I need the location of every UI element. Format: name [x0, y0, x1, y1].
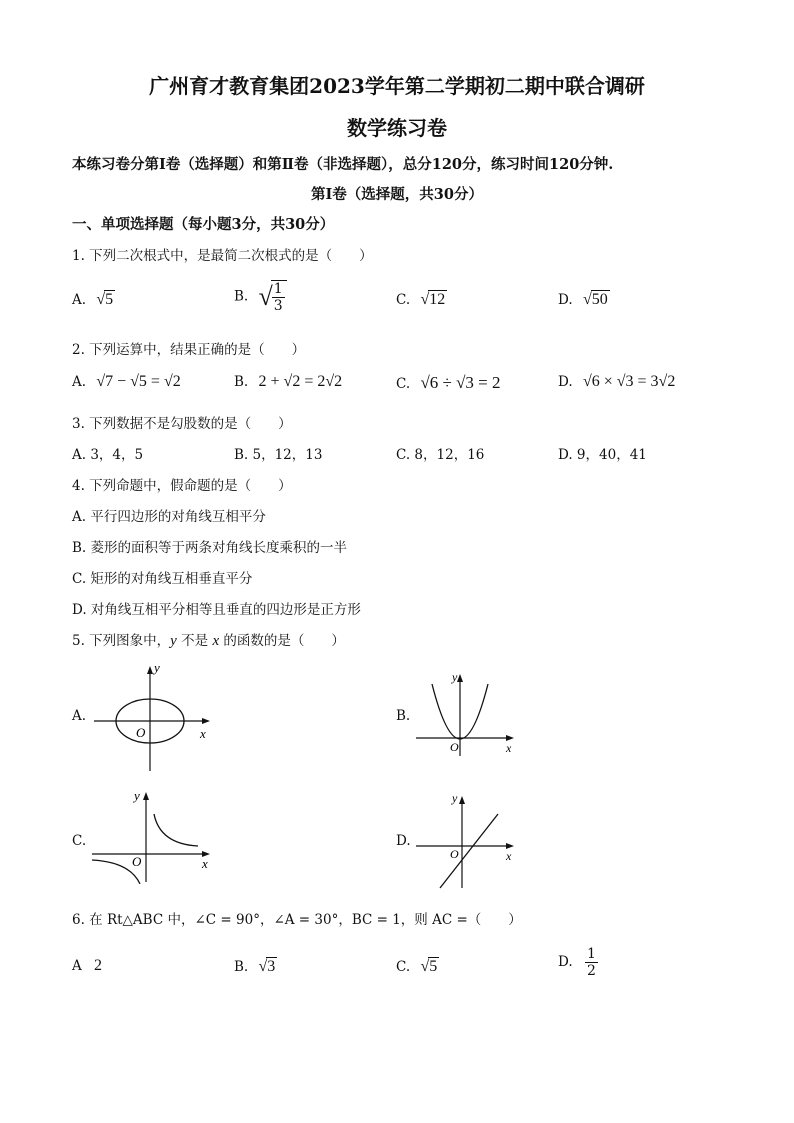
option-label: B.	[234, 374, 249, 390]
part-heading: 第Ⅰ卷（选择题，共30分）	[311, 186, 483, 203]
question-2-option-b[interactable]	[234, 373, 342, 391]
question-2-option-c[interactable]	[396, 373, 501, 393]
question-4-option-d[interactable]: D. 对角线互相平分相等且垂直的四边形是正方形	[72, 602, 361, 618]
exam-intro: 本练习卷分第Ⅰ卷（选择题）和第Ⅱ卷（非选择题），总分120分，练习时间120分钟.	[72, 156, 614, 173]
origin-label: O	[132, 854, 142, 869]
axis-y-label: y	[154, 660, 160, 675]
question-3-option-d[interactable]: D. 9，40，41	[558, 447, 647, 463]
axis-x-label: x	[506, 849, 512, 863]
origin-label: O	[136, 725, 146, 740]
question-1-option-c[interactable]: C. √12	[396, 291, 446, 308]
fraction-numerator: 1	[273, 281, 283, 297]
fraction-numerator: 1	[586, 946, 596, 962]
graph-a-ellipse[interactable]	[88, 656, 218, 776]
option-label: C.	[396, 959, 411, 975]
question-3-option-c[interactable]: C. 8，12，16	[396, 447, 485, 463]
option-expression: 2 + √2 = 2√2	[258, 373, 343, 390]
page-title: 广州育才教育集团2023学年第二学期初二期中联合调研	[149, 74, 645, 98]
question-6-option-a[interactable]	[72, 957, 102, 975]
question-5-option-b-label[interactable]: B.	[396, 708, 411, 724]
stem-part: 的函数的是（ ）	[219, 633, 345, 649]
question-6-option-d[interactable]	[558, 946, 598, 979]
axis-x-label: x	[506, 741, 512, 755]
radicand: 3	[267, 958, 276, 975]
option-label: A.	[72, 292, 87, 308]
axis-y-label: y	[452, 791, 458, 805]
option-label: A.	[72, 374, 87, 390]
option-label: C.	[396, 376, 411, 392]
axis-x-label: x	[202, 856, 208, 871]
question-1-option-a[interactable]: A. √5	[72, 291, 114, 308]
question-4-option-a[interactable]: A. 平行四边形的对角线互相平分	[72, 509, 266, 525]
axis-y-label: y	[452, 670, 458, 684]
question-4-option-c[interactable]: C. 矩形的对角线互相垂直平分	[72, 571, 253, 587]
option-label: B.	[234, 959, 249, 975]
question-1-stem: 1. 下列二次根式中，是最简二次根式的是（ ）	[72, 248, 373, 264]
fraction-denominator: 2	[586, 963, 596, 980]
question-5-option-a-label[interactable]: A.	[72, 708, 87, 724]
page-subtitle: 数学练习卷	[347, 116, 447, 140]
question-4-stem: 4. 下列命题中，假命题的是（ ）	[72, 478, 292, 494]
radicand: 12	[429, 291, 446, 308]
stem-part: 5. 下列图象中，	[72, 633, 171, 649]
radicand: 5	[429, 958, 438, 975]
axis-x-label: x	[200, 726, 206, 741]
question-2-option-a[interactable]	[72, 373, 181, 391]
question-4-option-b[interactable]: B. 菱形的面积等于两条对角线长度乘积的一半	[72, 540, 348, 556]
fraction-denominator: 3	[273, 298, 283, 315]
option-value: 2	[94, 957, 103, 974]
graph-b-parabola[interactable]	[412, 666, 522, 760]
option-label: B.	[234, 288, 249, 305]
option-expression: √6 ÷ √3 = 2	[420, 373, 501, 392]
origin-label: O	[450, 847, 459, 861]
radicand: 50	[591, 291, 608, 308]
question-2-option-d[interactable]	[558, 373, 675, 391]
question-1-option-b[interactable]: B. √ $\frac{1}{3}$	[234, 280, 287, 314]
option-expression: √6 × √3 = 3√2	[582, 373, 676, 390]
question-2-stem: 2. 下列运算中，结果正确的是（ ）	[72, 342, 306, 358]
var-y: y	[170, 633, 177, 649]
question-6-option-b[interactable]: B. √3	[234, 958, 276, 975]
question-1-option-d[interactable]: D. √50	[558, 291, 608, 308]
option-expression: √7 − √5 = √2	[96, 373, 181, 390]
section-heading: 一、单项选择题（每小题3分，共30分）	[72, 216, 335, 233]
radicand: 5	[105, 291, 114, 308]
question-5-option-d-label[interactable]: D.	[396, 833, 411, 849]
question-3-stem: 3. 下列数据不是勾股数的是（ ）	[72, 416, 292, 432]
graph-c-hyperbola[interactable]	[88, 784, 218, 884]
var-x: x	[212, 633, 220, 649]
option-label: D.	[558, 374, 573, 390]
option-label: D.	[558, 954, 573, 971]
option-label: D.	[558, 292, 573, 308]
option-label: C.	[396, 292, 411, 308]
question-5-stem	[72, 629, 345, 650]
graph-d-line[interactable]	[412, 788, 522, 892]
option-label: A	[72, 958, 82, 974]
origin-label: O	[450, 740, 459, 754]
question-5-option-c-label[interactable]: C.	[72, 833, 87, 849]
axis-y-label: y	[134, 788, 140, 803]
question-6-stem: 6. 在 Rt△ABC 中，∠C = 90°，∠A = 30°，BC = 1，则 AC =（ ）	[72, 912, 522, 928]
stem-part: 不是	[176, 633, 213, 649]
question-3-option-a[interactable]: A. 3，4，5	[72, 447, 144, 463]
question-6-option-c[interactable]: C. √5	[396, 958, 438, 975]
question-3-option-b[interactable]: B. 5，12，13	[234, 447, 323, 463]
